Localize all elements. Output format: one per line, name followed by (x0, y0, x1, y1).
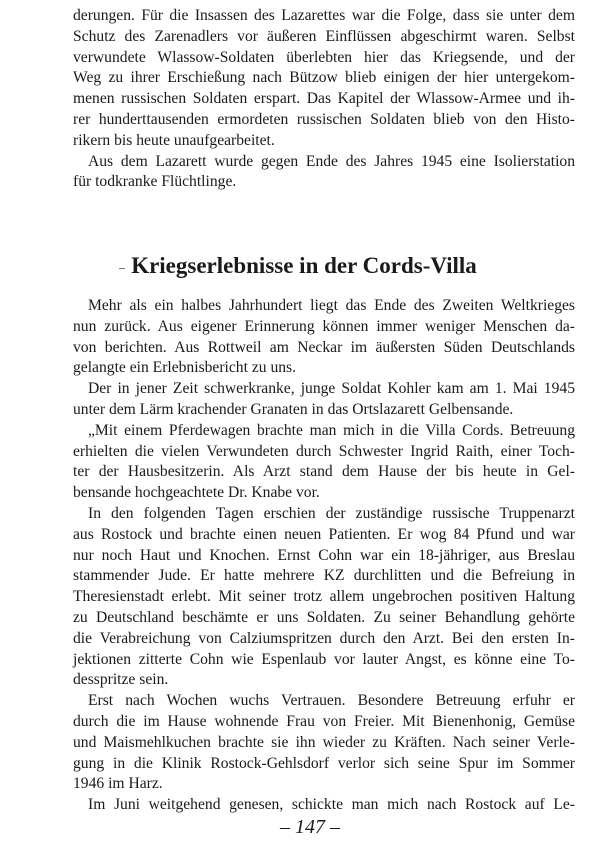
text-line: stammender Jude. Er hatte mehrere KZ durchlitten und die Befreiung in (73, 567, 575, 585)
text-line: Erst nach Wochen wuchs Vertrauen. Besondere Betreuung erfuhr er (88, 692, 575, 710)
body-paragraph-1 (73, 296, 575, 379)
text-line: Weg zu ihrer Erschießung nach Bützow blieb einigen der hier untergekom- (73, 69, 575, 87)
text-line: rer hunderttausenden ermordeten russischen Soldaten blieb von den Histo- (73, 110, 575, 128)
text-line: erhielten die vielen Verwundeten durch Schwester Ingrid Raith, einer Toch- (73, 442, 575, 460)
text-line: Mehr als ein halbes Jahrhundert liegt das Ende des Zweiten Weltkrieges (88, 297, 575, 314)
section-heading: Kriegserlebnisse in der Cords-Villa (131, 253, 477, 278)
text-line: Schutz des Zarenadlers vor äußeren Einflüssen abgeschirmt waren. Selbst (73, 27, 575, 45)
text-line: aus Rostock und brachte einen neuen Patienten. Er wog 84 Pfund und war (73, 525, 575, 543)
text-line: In den folgenden Tagen erschien der zuständige russische Truppenarzt (88, 504, 575, 522)
intro-paragraph-1 (73, 6, 575, 152)
body-paragraph-4 (73, 504, 575, 691)
text-line: 1946 im Harz. (73, 775, 163, 793)
text-line: ter der Hausbesitzerin. Als Arzt stand dem Hause der bis heute in Gel- (73, 463, 575, 481)
text-line: unter dem Lärm krachender Granaten in das Ortslazarett Gelbensande. (73, 400, 514, 418)
text-line: menen russischen Soldaten erspart. Das Kapitel der Wlassow-Armee und ih- (73, 90, 575, 108)
text-line: die Verabreichung von Calziumspritzen durch den Arzt. Bei den ersten In- (73, 629, 575, 647)
text-line: durch die im Hause wohnende Frau von Freier. Mit Bienenhonig, Gemüse (73, 712, 575, 730)
text-line: Im Juni weitgehend genesen, schickte man mich nach Rostock auf Le- (88, 796, 575, 814)
text-line: verwundete Wlassow-Soldaten überlebten hier das Kriegsende, und der (73, 48, 575, 66)
text-line: jektionen zitterte Cohn wie Espenlaub vor lauter Angst, es könne eine To- (73, 650, 575, 668)
text-line: nun zurück. Aus eigener Erinnerung können immer weniger Menschen da- (73, 317, 575, 335)
text-line: rikern bis heute unaufgearbeitet. (73, 131, 275, 149)
text-line: Theresienstadt erlebt. Mit seiner trotz allem ungebrochen positiven Haltung (73, 588, 575, 606)
text-line: von berichten. Aus Rottweil am Neckar im äußersten Süden Deutschlands (73, 338, 575, 356)
text-line: bensande hochgeachtete Dr. Knabe vor. (73, 484, 320, 502)
body-paragraph-2 (73, 379, 575, 421)
text-line: Aus dem Lazarett wurde gegen Ende des Jahres 1945 eine Isolierstation (88, 152, 575, 170)
text-line: für todkranke Flüchtlinge. (73, 173, 237, 191)
body-paragraph-6 (73, 795, 575, 816)
intro-paragraph-2 (73, 152, 575, 194)
body-paragraph-3 (73, 421, 575, 504)
text-line: gung in die Klinik Rostock-Gehlsdorf verlor sich seine Spur im Sommer (73, 754, 575, 772)
text-line: Der in jener Zeit schwerkranke, junge Soldat Kohler kam am 1. Mai 1945 (88, 380, 575, 398)
text-line: „Mit einem Pferdewagen brachte man mich in die Villa Cords. Betreuung (88, 421, 575, 439)
text-line: zu Deutschland beschämte er uns Soldaten. Zu seiner Behandlung gehörte (73, 608, 575, 626)
text-line: desspritze sein. (73, 671, 169, 689)
text-line: derungen. Für die Insassen des Lazarettes war die Folge, dass sie unter dem (73, 7, 575, 24)
intro-text (73, 6, 575, 193)
page-number: – 147 – (280, 816, 340, 838)
text-line: und Maismehlkuchen brachte sie ihn wieder zu Kräften. Nach seiner Verle- (73, 733, 575, 751)
body-text (73, 296, 575, 816)
text-line: gelangte ein Erlebnisbericht zu uns. (73, 359, 297, 377)
text-line: nur noch Haut und Knochen. Ernst Cohn war ein 18-jähriger, aus Breslau (73, 546, 575, 564)
body-paragraph-5 (73, 691, 575, 795)
